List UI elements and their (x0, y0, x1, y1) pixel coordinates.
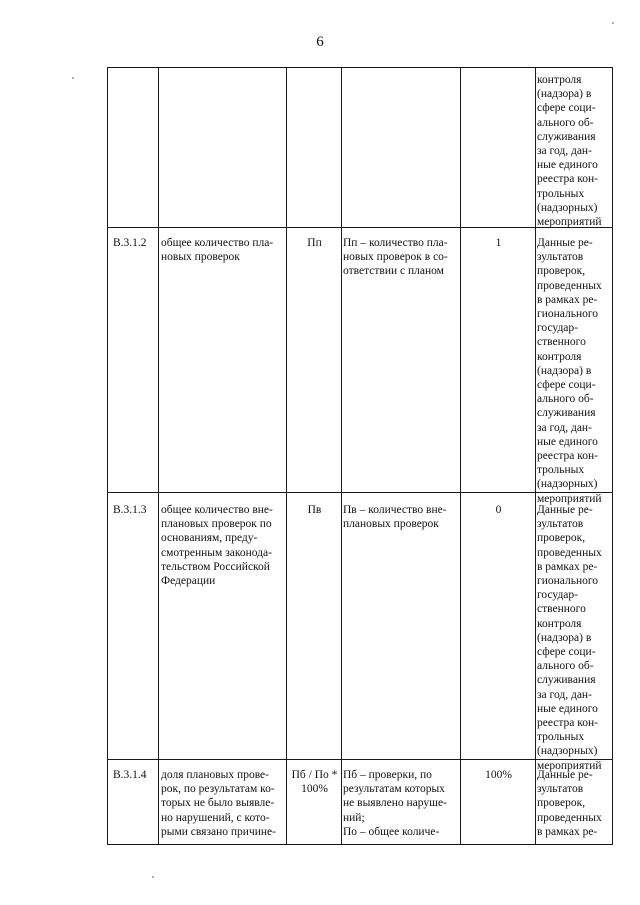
scan-speck (152, 876, 154, 878)
row-explanation: Пп – количество пла- новых проверок в со- ответствии с планом (343, 237, 448, 278)
row-formula: Пв (307, 504, 322, 516)
indicators-table (107, 67, 613, 845)
row-value: 1 (495, 237, 502, 249)
row-code: В.3.1.2 (113, 237, 147, 249)
column-divider (158, 67, 159, 845)
page-number: 6 (316, 34, 324, 50)
row-explanation: Пб – проверки, по результатам которых не выявлено наруше- ний; По – общее количе- (343, 769, 447, 838)
table-border-top (107, 67, 613, 68)
column-divider (535, 67, 536, 845)
row-description: доля плановых прове- рок, по результатам ко- торых не было выявле- но нарушений, с кото- рыми связано причине- (161, 769, 276, 838)
scan-speck (612, 22, 614, 24)
row-source: контроля (надзора) в сфере соци- ального об- служивания за год, дан- ные единого реестра кон- трольных (надзорных) мероприятий (537, 74, 602, 229)
row-source: Данные ре- зультатов проверок, проведенных в рамках ре- гионального государ- ственного контроля (надзора) в сфере соци- ального об- служивания за год, дан- ные единого реестра кон- трольных (надзорных) мероприятий (537, 504, 602, 772)
table-border-bottom (107, 844, 613, 845)
row-source: Данные ре- зультатов проверок, проведенных в рамках ре- гионального государ- ственного контроля (надзора) в сфере соци- ального об- служивания за год, дан- ные единого реестра кон- трольных (надзорных) мероприятий (537, 237, 602, 505)
row-formula: Пп (307, 237, 322, 249)
row-formula: Пб / По * 100% (291, 769, 338, 796)
column-divider (286, 67, 287, 845)
table-border-left (107, 67, 108, 845)
row-value: 0 (495, 504, 502, 516)
row-description: общее количество вне- плановых проверок по основаниям, преду- смотренным законода- тельством Российской Федерации (161, 504, 273, 588)
row-value: 100% (485, 769, 512, 781)
row-code: В.3.1.4 (113, 769, 147, 781)
column-divider (341, 67, 342, 845)
row-source: Данные ре- зультатов проверок, проведенных в рамках ре- (537, 769, 602, 838)
scan-speck (72, 77, 74, 79)
row-explanation: Пв – количество вне- плановых проверок (343, 504, 447, 531)
column-divider (460, 67, 461, 845)
table-border-right (612, 67, 613, 845)
row-description: общее количество пла- новых проверок (161, 237, 274, 264)
row-code: В.3.1.3 (113, 504, 147, 516)
